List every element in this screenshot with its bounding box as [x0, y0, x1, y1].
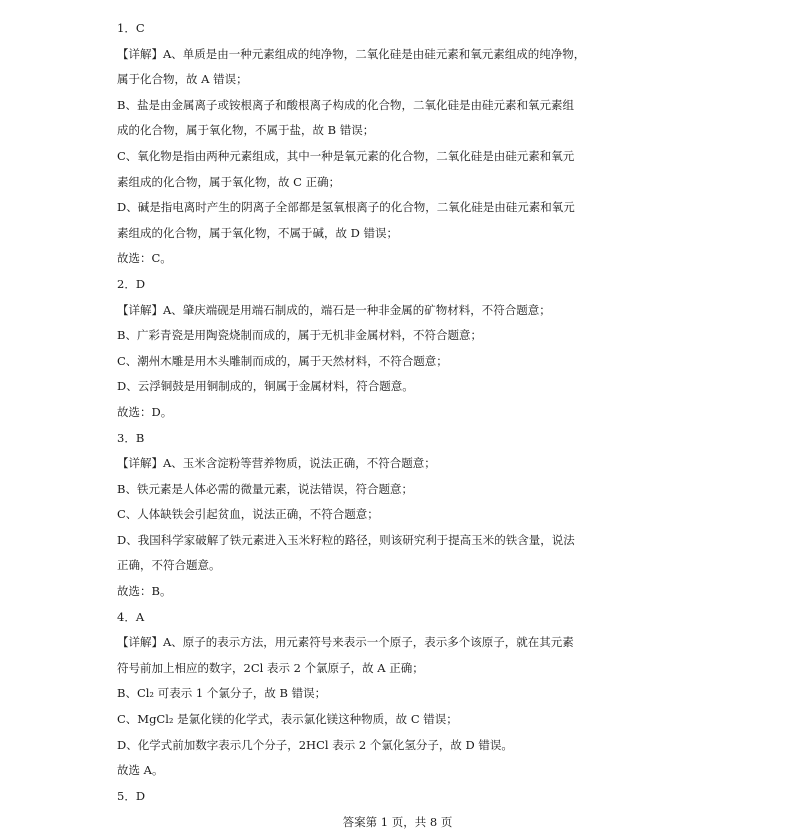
explanation-line: 故选：D。 [117, 404, 173, 419]
explanation-line: 成的化合物，属于氧化物，不属于盐，故 B 错误； [117, 123, 375, 138]
explanation-line: 【详解】A、单质是由一种元素组成的纯净物，二氧化硅是由硅元素和氧元素组成的纯净物， [117, 46, 586, 61]
explanation-line: D、我国科学家破解了铁元素进入玉米籽粒的路径，则该研究利于提高玉米的铁含量，说法 [117, 532, 575, 547]
question-number: 4．A [117, 609, 145, 624]
explanation-line: 属于化合物，故 A 错误； [117, 72, 248, 87]
question-number: 3．B [117, 430, 145, 445]
explanation-line: B、铁元素是人体必需的微量元素，说法错误，符合题意； [117, 481, 413, 496]
question-number: 5．D [117, 788, 146, 803]
explanation-line: 素组成的化合物，属于氧化物，故 C 正确； [117, 174, 341, 189]
explanation-line: D、化学式前加数字表示几个分子，2HCl 表示 2 个氯化氢分子，故 D 错误。 [117, 737, 513, 752]
explanation-line: 【详解】A、肇庆端砚是用端石制成的，端石是一种非金属的矿物材料，不符合题意； [117, 302, 551, 317]
explanation-line: 符号前加上相应的数字，2Cl 表示 2 个氯原子，故 A 正确； [117, 660, 424, 675]
explanation-line: C、人体缺铁会引起贫血，说法正确，不符合题意； [117, 507, 379, 522]
page-footer: 答案第 1 页，共 8 页 [342, 815, 453, 829]
explanation-line: 【详解】A、玉米含淀粉等营养物质，说法正确，不符合题意； [117, 456, 436, 471]
explanation-line: D、云浮铜鼓是用铜制成的，铜属于金属材料，符合题意。 [117, 379, 414, 394]
explanation-line: C、氧化物是指由两种元素组成，其中一种是氧元素的化合物，二氧化硅是由硅元素和氧元 [117, 148, 575, 163]
explanation-line: B、广彩青瓷是用陶瓷烧制而成的，属于无机非金属材料，不符合题意； [117, 328, 482, 343]
answer-document [117, 16, 617, 809]
explanation-line: C、MgCl₂ 是氯化镁的化学式，表示氯化镁这种物质，故 C 错误； [117, 712, 458, 727]
explanation-line: 故选：B。 [117, 584, 172, 599]
explanation-line: 【详解】A、原子的表示方法，用元素符号来表示一个原子，表示多个该原子，就在其元素 [117, 635, 574, 650]
explanation-line: D、碱是指电离时产生的阴离子全部都是氢氧根离子的化合物，二氧化硅是由硅元素和氧元 [117, 200, 575, 215]
explanation-line: 正确，不符合题意。 [117, 558, 221, 573]
question-number: 2．D [117, 276, 146, 291]
explanation-line: 故选：C。 [117, 251, 172, 266]
explanation-line: B、盐是由金属离子或铵根离子和酸根离子构成的化合物，二氧化硅是由硅元素和氧元素组 [117, 97, 574, 112]
explanation-line: 故选 A。 [117, 763, 164, 778]
explanation-line: 素组成的化合物，属于氧化物，不属于碱，故 D 错误； [117, 225, 399, 240]
explanation-line: B、Cl₂ 可表示 1 个氯分子，故 B 错误； [117, 686, 327, 701]
explanation-line: C、潮州木雕是用木头雕制而成的，属于天然材料，不符合题意； [117, 353, 448, 368]
question-number: 1．C [117, 21, 145, 35]
